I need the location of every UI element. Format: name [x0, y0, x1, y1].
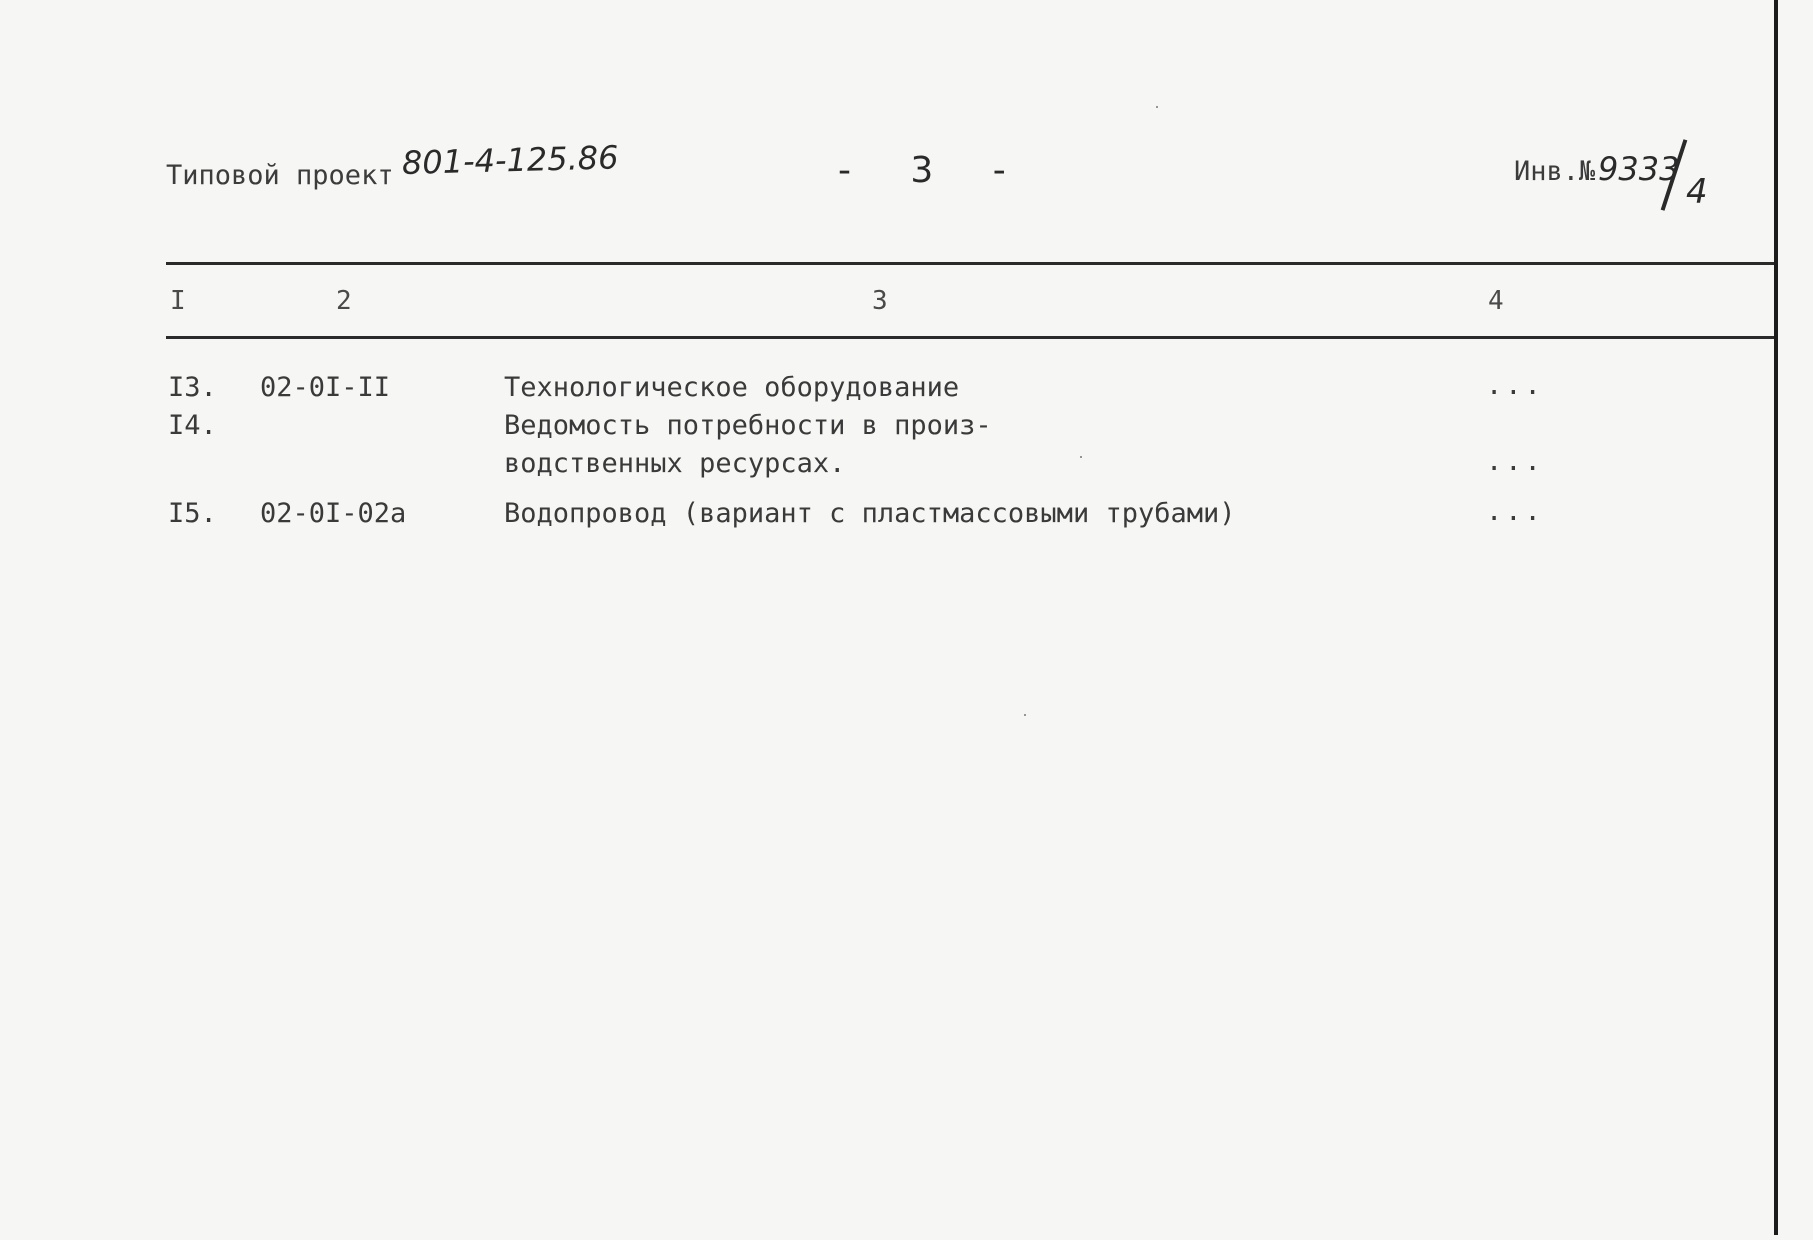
- row-title-line: водственных ресурсах.: [504, 448, 846, 479]
- column-header-2: 2: [336, 286, 352, 316]
- inventory-label: Инв.№: [1514, 156, 1596, 187]
- project-number: 801-4-125.86: [401, 138, 619, 182]
- row-code: 02-0I-02а: [260, 498, 407, 529]
- column-header-3: 3: [872, 286, 888, 316]
- header-label: Типовой проект: [166, 160, 394, 191]
- inventory-sub-number: 4: [1686, 172, 1708, 212]
- row-number: I5.: [168, 498, 217, 529]
- page-number: - 3 -: [838, 150, 1030, 191]
- row-col4-value: ...: [1486, 370, 1544, 401]
- row-title-line: Водопровод (вариант с пластмассовыми трубами): [504, 498, 1236, 529]
- column-header-1: I: [170, 286, 186, 316]
- scan-speck: [1024, 714, 1026, 716]
- row-title-line: Технологическое оборудование: [504, 372, 960, 403]
- table-header-rule: [166, 336, 1774, 339]
- table-top-rule: [166, 262, 1774, 265]
- row-title-line: Ведомость потребности в произ-: [504, 410, 992, 441]
- row-col4-value: ...: [1486, 496, 1544, 527]
- row-number: I3.: [168, 372, 217, 403]
- page-edge-border: [1774, 0, 1778, 1235]
- scan-speck: [1080, 456, 1082, 458]
- scan-speck: [1156, 106, 1158, 108]
- row-col4-value: ...: [1486, 446, 1544, 477]
- column-header-4: 4: [1488, 286, 1504, 316]
- row-number: I4.: [168, 410, 217, 441]
- row-code: 02-0I-II: [260, 372, 391, 403]
- inventory-number: 9333: [1598, 150, 1680, 188]
